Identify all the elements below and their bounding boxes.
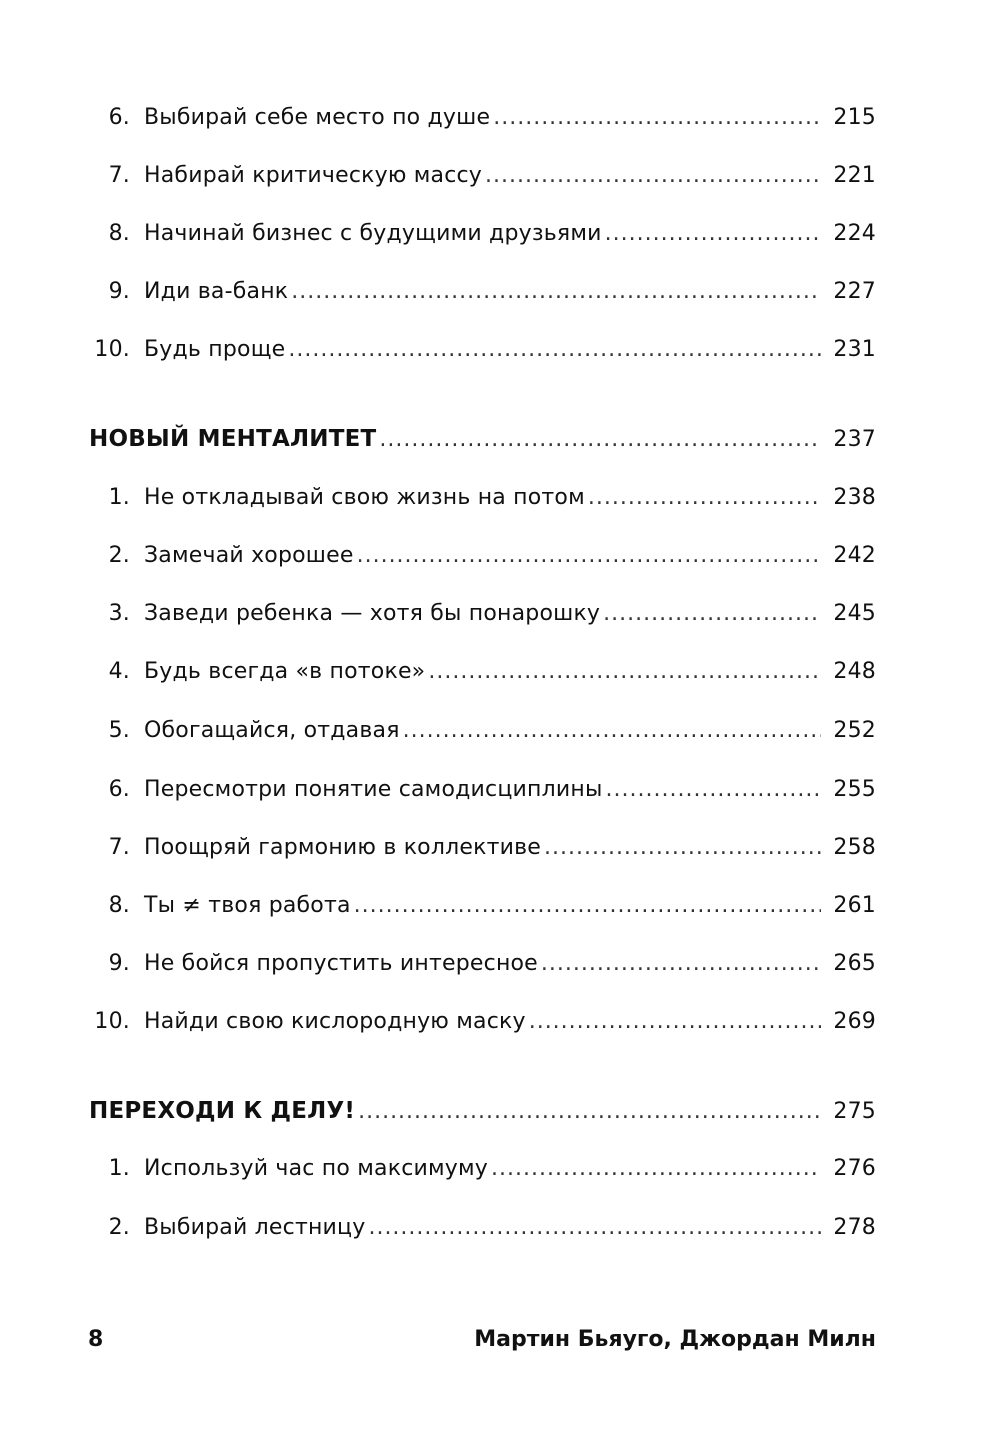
entry-title: Поощряй гармонию в коллективе [144,835,541,860]
dot-leader [288,330,821,370]
entry-number: 7. [108,163,130,188]
page-footer [0,1320,1000,1360]
toc-entry[interactable] [0,594,1000,634]
entry-title: Пересмотри понятие самодисциплины [144,777,603,802]
entry-number: 6. [108,105,130,130]
dot-leader [544,828,821,868]
entry-number: 2. [108,543,130,568]
entry-number: 4. [108,659,130,684]
entry-title: Выбирай лестницу [144,1215,366,1240]
section-page: 275 [833,1099,876,1124]
entry-page: 245 [833,601,876,626]
dot-leader [541,944,821,984]
toc-entry[interactable] [0,1002,1000,1042]
toc-section-heading[interactable] [0,419,1000,459]
entry-title: Не бойся пропустить интересное [144,951,538,976]
dot-leader [485,156,821,196]
entry-title: Будь всегда «в потоке» [144,659,426,684]
entry-page: 231 [833,337,876,362]
dot-leader [358,1092,821,1132]
toc-entry[interactable] [0,272,1000,312]
entry-title: Будь проще [144,337,286,362]
entry-number: 10. [94,337,130,362]
entry-page: 252 [833,718,876,743]
toc-entry[interactable] [0,770,1000,810]
entry-page: 265 [833,951,876,976]
toc-entry[interactable] [0,886,1000,926]
toc-entry[interactable] [0,98,1000,138]
toc-entry[interactable] [0,652,1000,692]
toc-entry[interactable] [0,330,1000,370]
entry-page: 248 [833,659,876,684]
entry-page: 269 [833,1009,876,1034]
entry-title: Ты ≠ твоя работа [144,893,351,918]
entry-page: 261 [833,893,876,918]
entry-page: 276 [833,1156,876,1181]
toc-section-heading[interactable] [0,1091,1000,1131]
dot-leader [606,770,821,810]
dot-leader [529,1002,821,1042]
toc-entry[interactable] [0,214,1000,254]
entry-page: 255 [833,777,876,802]
entry-page: 227 [833,279,876,304]
entry-number: 2. [108,1215,130,1240]
entry-page: 238 [833,485,876,510]
toc-entry[interactable] [0,1208,1000,1248]
entry-title: Начинай бизнес с будущими друзьями [144,221,602,246]
toc-entry[interactable] [0,711,1000,751]
toc-entry[interactable] [0,156,1000,196]
dot-leader [493,98,821,138]
dot-leader [428,652,821,692]
dot-leader [491,1149,821,1189]
section-title: НОВЫЙ МЕНТАЛИТЕТ [89,426,377,452]
entry-number: 5. [108,718,130,743]
entry-number: 8. [108,893,130,918]
entry-number: 7. [108,835,130,860]
section-title: ПЕРЕХОДИ К ДЕЛУ! [89,1098,356,1124]
toc-entry[interactable] [0,536,1000,576]
entry-page: 242 [833,543,876,568]
dot-leader [368,1208,821,1248]
entry-title: Не откладывай свою жизнь на потом [144,485,585,510]
entry-number: 6. [108,777,130,802]
entry-page: 221 [833,163,876,188]
entry-page: 278 [833,1215,876,1240]
dot-leader [603,594,821,634]
dot-leader [588,478,821,518]
entry-number: 1. [108,485,130,510]
dot-leader [403,711,821,751]
entry-number: 9. [108,951,130,976]
dot-leader [379,420,821,460]
entry-title: Замечай хорошее [144,543,354,568]
entry-number: 10. [94,1009,130,1034]
book-authors: Мартин Бьяуго, Джордан Милн [474,1327,876,1352]
entry-title: Набирай критическую массу [144,163,483,188]
entry-title: Выбирай себе место по душе [144,105,491,130]
entry-title: Используй час по максимуму [144,1156,489,1181]
entry-title: Заведи ребенка — хотя бы понарошку [144,601,601,626]
toc-entry[interactable] [0,478,1000,518]
toc-entry[interactable] [0,1149,1000,1189]
dot-leader [354,886,821,926]
dot-leader [605,214,821,254]
entry-number: 3. [108,601,130,626]
dot-leader [291,272,821,312]
entry-number: 8. [108,221,130,246]
section-page: 237 [833,427,876,452]
entry-title: Найди свою кислородную маску [144,1009,526,1034]
entry-page: 224 [833,221,876,246]
entry-title: Иди ва-банк [144,279,289,304]
dot-leader [357,536,821,576]
page-number: 8 [88,1327,104,1352]
entry-page: 215 [833,105,876,130]
toc-entry[interactable] [0,944,1000,984]
entry-number: 1. [108,1156,130,1181]
entry-title: Обогащайся, отдавая [144,718,400,743]
entry-page: 258 [833,835,876,860]
toc-entry[interactable] [0,828,1000,868]
entry-number: 9. [108,279,130,304]
